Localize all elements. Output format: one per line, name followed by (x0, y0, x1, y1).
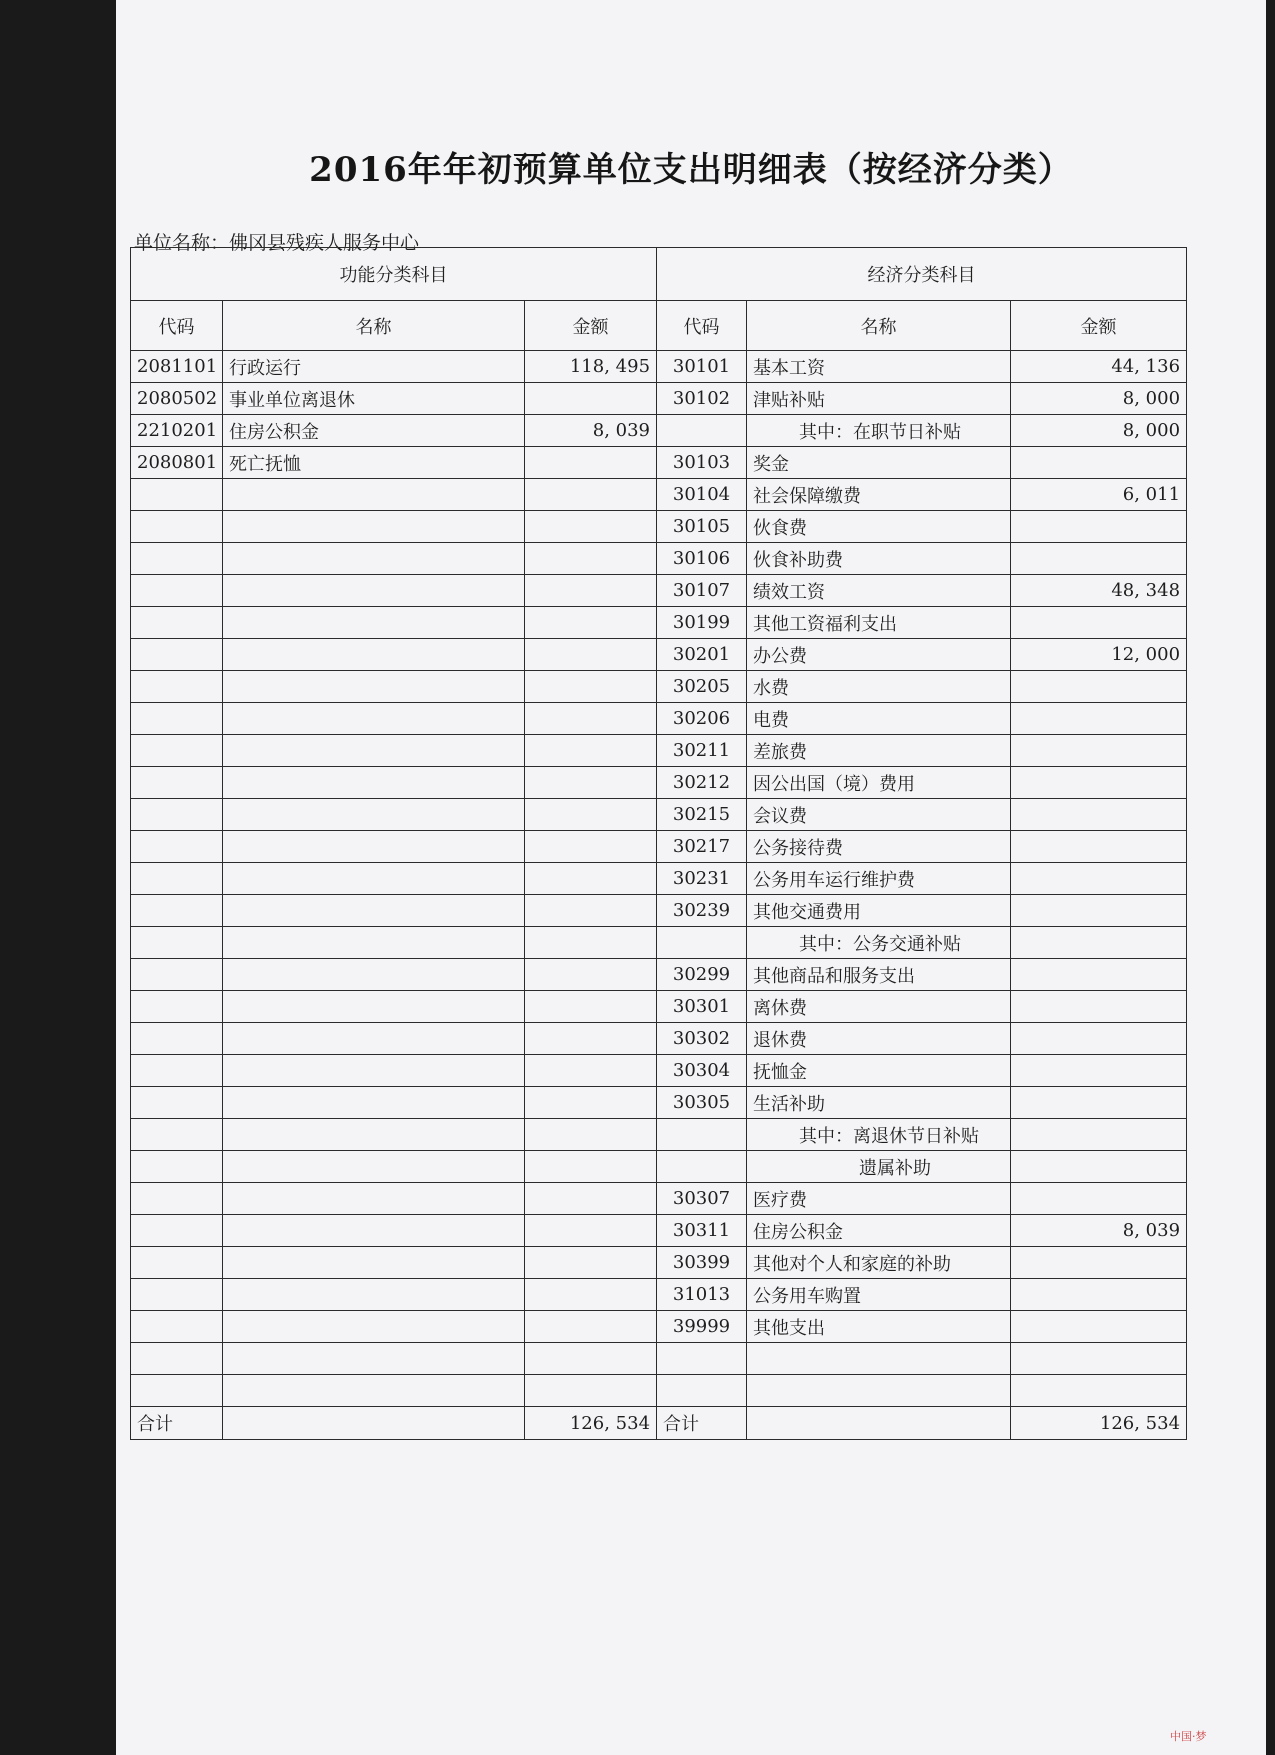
econ-name-cell (747, 1343, 1011, 1375)
econ-code-cell (657, 1375, 747, 1407)
func-code-cell: 2080801 (131, 447, 223, 479)
table-row (131, 927, 1187, 959)
econ-code-cell: 30307 (657, 1183, 747, 1215)
func-name-cell: 事业单位离退休 (223, 383, 525, 415)
func-code-cell (131, 1023, 223, 1055)
econ-name-cell: 公务接待费 (747, 831, 1011, 863)
econ-amount-cell (1011, 447, 1187, 479)
econ-name-cell (747, 1375, 1011, 1407)
table-row (131, 895, 1187, 927)
func-code-cell (131, 479, 223, 511)
func-code-cell (131, 959, 223, 991)
func-name-cell (223, 767, 525, 799)
func-name-cell (223, 1055, 525, 1087)
table-row (131, 1183, 1187, 1215)
func-code-header: 代码 (131, 301, 223, 351)
func-name-cell (223, 511, 525, 543)
func-code-cell (131, 607, 223, 639)
econ-code-cell: 30101 (657, 351, 747, 383)
econ-name-cell: 因公出国（境）费用 (747, 767, 1011, 799)
econ-amount-cell (1011, 1151, 1187, 1183)
econ-code-cell (657, 415, 747, 447)
econ-name-cell: 其中：在职节日补贴 (747, 415, 1011, 447)
table-row (131, 991, 1187, 1023)
econ-amount-cell (1011, 607, 1187, 639)
func-code-cell (131, 799, 223, 831)
func-code-cell (131, 1055, 223, 1087)
econ-code-cell: 30106 (657, 543, 747, 575)
func-code-cell (131, 895, 223, 927)
table-row (131, 607, 1187, 639)
table-row (131, 767, 1187, 799)
total-row (131, 1407, 1187, 1440)
func-name-cell: 死亡抚恤 (223, 447, 525, 479)
econ-code-cell (657, 1343, 747, 1375)
table-row (131, 1055, 1187, 1087)
table-row (131, 511, 1187, 543)
econ-total-spacer (747, 1407, 1011, 1440)
econ-code-cell: 30211 (657, 735, 747, 767)
func-code-cell (131, 1343, 223, 1375)
econ-amount-cell (1011, 1343, 1187, 1375)
econ-amount-cell (1011, 671, 1187, 703)
func-code-cell (131, 639, 223, 671)
func-code-cell (131, 927, 223, 959)
econ-name-cell: 其他支出 (747, 1311, 1011, 1343)
table-row (131, 671, 1187, 703)
table-row (131, 351, 1187, 383)
econ-name-cell: 其他工资福利支出 (747, 607, 1011, 639)
econ-amount-cell (1011, 511, 1187, 543)
econ-code-cell: 31013 (657, 1279, 747, 1311)
func-amount-cell (525, 703, 657, 735)
func-amount-cell: 118, 495 (525, 351, 657, 383)
func-name-cell (223, 1375, 525, 1407)
func-amount-cell: 8, 039 (525, 415, 657, 447)
econ-amount-cell (1011, 991, 1187, 1023)
econ-code-header: 代码 (657, 301, 747, 351)
econ-code-cell: 30299 (657, 959, 747, 991)
func-code-cell (131, 863, 223, 895)
econ-name-cell: 伙食费 (747, 511, 1011, 543)
func-code-cell (131, 543, 223, 575)
func-code-cell (131, 575, 223, 607)
econ-amount-cell (1011, 1375, 1187, 1407)
func-amount-cell (525, 543, 657, 575)
econ-code-cell: 30215 (657, 799, 747, 831)
func-name-cell (223, 543, 525, 575)
func-amount-cell (525, 1183, 657, 1215)
func-amount-cell (525, 1087, 657, 1119)
func-name-cell (223, 1087, 525, 1119)
econ-total-label: 合计 (657, 1407, 747, 1440)
func-amount-cell (525, 1247, 657, 1279)
func-amount-cell (525, 895, 657, 927)
econ-amount-cell (1011, 1055, 1187, 1087)
func-amount-cell (525, 1215, 657, 1247)
econ-code-cell: 30102 (657, 383, 747, 415)
econ-amount-cell: 6, 011 (1011, 479, 1187, 511)
econ-amount-cell: 8, 000 (1011, 383, 1187, 415)
func-name-header: 名称 (223, 301, 525, 351)
func-code-cell (131, 1279, 223, 1311)
table-row (131, 1311, 1187, 1343)
econ-name-cell: 水费 (747, 671, 1011, 703)
func-code-cell (131, 767, 223, 799)
func-total-amount: 126, 534 (525, 1407, 657, 1440)
econ-amount-cell: 12, 000 (1011, 639, 1187, 671)
func-amount-cell (525, 1311, 657, 1343)
func-name-cell (223, 607, 525, 639)
econ-code-cell: 30304 (657, 1055, 747, 1087)
func-amount-header: 金额 (525, 301, 657, 351)
table-row (131, 863, 1187, 895)
econ-amount-cell (1011, 895, 1187, 927)
func-code-cell (131, 1311, 223, 1343)
func-name-cell (223, 1343, 525, 1375)
econ-amount-cell (1011, 1183, 1187, 1215)
func-name-cell (223, 927, 525, 959)
func-name-cell (223, 479, 525, 511)
func-amount-cell (525, 1119, 657, 1151)
econ-amount-cell (1011, 959, 1187, 991)
econ-code-cell: 30104 (657, 479, 747, 511)
econ-name-cell: 退休费 (747, 1023, 1011, 1055)
func-code-cell (131, 1087, 223, 1119)
func-name-cell (223, 1023, 525, 1055)
table-row (131, 639, 1187, 671)
table-row (131, 383, 1187, 415)
table-row (131, 543, 1187, 575)
econ-section-header: 经济分类科目 (657, 248, 1187, 301)
func-total-spacer (223, 1407, 525, 1440)
econ-amount-cell (1011, 1023, 1187, 1055)
econ-name-cell: 遗属补助 (747, 1151, 1011, 1183)
econ-amount-cell (1011, 863, 1187, 895)
econ-name-cell: 电费 (747, 703, 1011, 735)
econ-code-cell (657, 1119, 747, 1151)
table-row (131, 1023, 1187, 1055)
func-amount-cell (525, 959, 657, 991)
econ-code-cell: 30239 (657, 895, 747, 927)
func-name-cell (223, 703, 525, 735)
econ-amount-cell (1011, 1311, 1187, 1343)
table-row (131, 1151, 1187, 1183)
econ-amount-cell (1011, 927, 1187, 959)
econ-amount-cell (1011, 831, 1187, 863)
econ-name-cell: 绩效工资 (747, 575, 1011, 607)
econ-amount-cell (1011, 1247, 1187, 1279)
econ-code-cell: 39999 (657, 1311, 747, 1343)
table-row (131, 415, 1187, 447)
econ-code-cell: 30105 (657, 511, 747, 543)
func-code-cell (131, 1375, 223, 1407)
func-name-cell (223, 1119, 525, 1151)
func-code-cell (131, 511, 223, 543)
document-page (116, 0, 1266, 1755)
func-amount-cell (525, 1375, 657, 1407)
func-name-cell (223, 735, 525, 767)
econ-code-cell: 30201 (657, 639, 747, 671)
func-amount-cell (525, 1055, 657, 1087)
func-code-cell (131, 1247, 223, 1279)
func-amount-cell (525, 1279, 657, 1311)
func-amount-cell (525, 1151, 657, 1183)
func-name-cell (223, 639, 525, 671)
func-amount-cell (525, 863, 657, 895)
econ-code-cell: 30212 (657, 767, 747, 799)
func-code-cell (131, 703, 223, 735)
econ-code-cell: 30199 (657, 607, 747, 639)
func-code-cell (131, 1183, 223, 1215)
table-row (131, 735, 1187, 767)
econ-name-cell: 奖金 (747, 447, 1011, 479)
page-title: 2016年年初预算单位支出明细表（按经济分类） (309, 150, 1073, 190)
table-row (131, 1375, 1187, 1407)
econ-name-cell: 生活补助 (747, 1087, 1011, 1119)
table-row (131, 1247, 1187, 1279)
econ-name-cell: 办公费 (747, 639, 1011, 671)
table-row (131, 479, 1187, 511)
table-row (131, 1343, 1187, 1375)
table-row (131, 1215, 1187, 1247)
table-row (131, 447, 1187, 479)
func-total-label: 合计 (131, 1407, 223, 1440)
econ-amount-cell: 44, 136 (1011, 351, 1187, 383)
func-amount-cell (525, 767, 657, 799)
func-code-cell (131, 671, 223, 703)
func-amount-cell (525, 575, 657, 607)
econ-name-cell: 医疗费 (747, 1183, 1011, 1215)
func-amount-cell (525, 927, 657, 959)
func-name-cell (223, 895, 525, 927)
econ-code-cell: 30206 (657, 703, 747, 735)
func-code-cell (131, 1151, 223, 1183)
func-code-cell: 2081101 (131, 351, 223, 383)
func-name-cell: 行政运行 (223, 351, 525, 383)
watermark-stamp: 中国·梦 (1170, 1730, 1207, 1743)
econ-code-cell (657, 1151, 747, 1183)
econ-code-cell: 30107 (657, 575, 747, 607)
table-row (131, 575, 1187, 607)
econ-name-cell: 津贴补贴 (747, 383, 1011, 415)
econ-code-cell: 30103 (657, 447, 747, 479)
econ-amount-cell: 48, 348 (1011, 575, 1187, 607)
section-header-row (131, 248, 1187, 301)
func-code-cell (131, 1119, 223, 1151)
table-row (131, 1279, 1187, 1311)
econ-name-header: 名称 (747, 301, 1011, 351)
expenditure-table (130, 247, 1187, 1440)
func-amount-cell (525, 1343, 657, 1375)
econ-name-cell: 离休费 (747, 991, 1011, 1023)
column-header-row (131, 301, 1187, 351)
func-code-cell (131, 831, 223, 863)
econ-amount-cell (1011, 735, 1187, 767)
econ-amount-cell (1011, 543, 1187, 575)
func-amount-cell (525, 607, 657, 639)
econ-code-cell: 30205 (657, 671, 747, 703)
econ-code-cell (657, 927, 747, 959)
econ-name-cell: 其他对个人和家庭的补助 (747, 1247, 1011, 1279)
econ-name-cell: 公务用车购置 (747, 1279, 1011, 1311)
econ-name-cell: 其他商品和服务支出 (747, 959, 1011, 991)
econ-code-cell: 30217 (657, 831, 747, 863)
func-name-cell (223, 991, 525, 1023)
econ-amount-header: 金额 (1011, 301, 1187, 351)
econ-name-cell: 其中：离退休节日补贴 (747, 1119, 1011, 1151)
econ-amount-cell (1011, 1119, 1187, 1151)
table-row (131, 1087, 1187, 1119)
func-amount-cell (525, 735, 657, 767)
func-name-cell (223, 671, 525, 703)
econ-code-cell: 30302 (657, 1023, 747, 1055)
econ-name-cell: 其他交通费用 (747, 895, 1011, 927)
table-row (131, 1119, 1187, 1151)
func-amount-cell (525, 479, 657, 511)
func-amount-cell (525, 383, 657, 415)
func-amount-cell (525, 671, 657, 703)
econ-code-cell: 30311 (657, 1215, 747, 1247)
func-code-cell: 2210201 (131, 415, 223, 447)
econ-amount-cell (1011, 767, 1187, 799)
func-code-cell (131, 991, 223, 1023)
econ-name-cell: 基本工资 (747, 351, 1011, 383)
econ-code-cell: 30231 (657, 863, 747, 895)
func-name-cell (223, 1247, 525, 1279)
func-amount-cell (525, 511, 657, 543)
econ-amount-cell (1011, 799, 1187, 831)
func-amount-cell (525, 799, 657, 831)
func-section-header: 功能分类科目 (131, 248, 657, 301)
func-name-cell (223, 1151, 525, 1183)
func-code-cell (131, 1215, 223, 1247)
econ-code-cell: 30305 (657, 1087, 747, 1119)
unit-name: 单位名称：佛冈县残疾人服务中心 (134, 232, 420, 254)
func-code-cell (131, 735, 223, 767)
func-amount-cell (525, 639, 657, 671)
func-name-cell (223, 1279, 525, 1311)
func-name-cell (223, 1311, 525, 1343)
table-row (131, 799, 1187, 831)
econ-amount-cell (1011, 1087, 1187, 1119)
econ-name-cell: 会议费 (747, 799, 1011, 831)
econ-name-cell: 公务用车运行维护费 (747, 863, 1011, 895)
func-amount-cell (525, 447, 657, 479)
econ-name-cell: 住房公积金 (747, 1215, 1011, 1247)
func-name-cell (223, 575, 525, 607)
table-row (131, 959, 1187, 991)
func-amount-cell (525, 1023, 657, 1055)
econ-name-cell: 抚恤金 (747, 1055, 1011, 1087)
econ-name-cell: 伙食补助费 (747, 543, 1011, 575)
econ-name-cell: 其中：公务交通补贴 (747, 927, 1011, 959)
econ-amount-cell (1011, 1279, 1187, 1311)
func-name-cell: 住房公积金 (223, 415, 525, 447)
func-name-cell (223, 799, 525, 831)
econ-amount-cell (1011, 703, 1187, 735)
econ-amount-cell: 8, 039 (1011, 1215, 1187, 1247)
func-name-cell (223, 863, 525, 895)
econ-total-amount: 126, 534 (1011, 1407, 1187, 1440)
func-name-cell (223, 1183, 525, 1215)
func-name-cell (223, 959, 525, 991)
func-amount-cell (525, 991, 657, 1023)
func-code-cell: 2080502 (131, 383, 223, 415)
econ-code-cell: 30301 (657, 991, 747, 1023)
func-amount-cell (525, 831, 657, 863)
econ-amount-cell: 8, 000 (1011, 415, 1187, 447)
func-name-cell (223, 831, 525, 863)
func-name-cell (223, 1215, 525, 1247)
table-row (131, 703, 1187, 735)
table-row (131, 831, 1187, 863)
econ-code-cell: 30399 (657, 1247, 747, 1279)
econ-name-cell: 社会保障缴费 (747, 479, 1011, 511)
econ-name-cell: 差旅费 (747, 735, 1011, 767)
